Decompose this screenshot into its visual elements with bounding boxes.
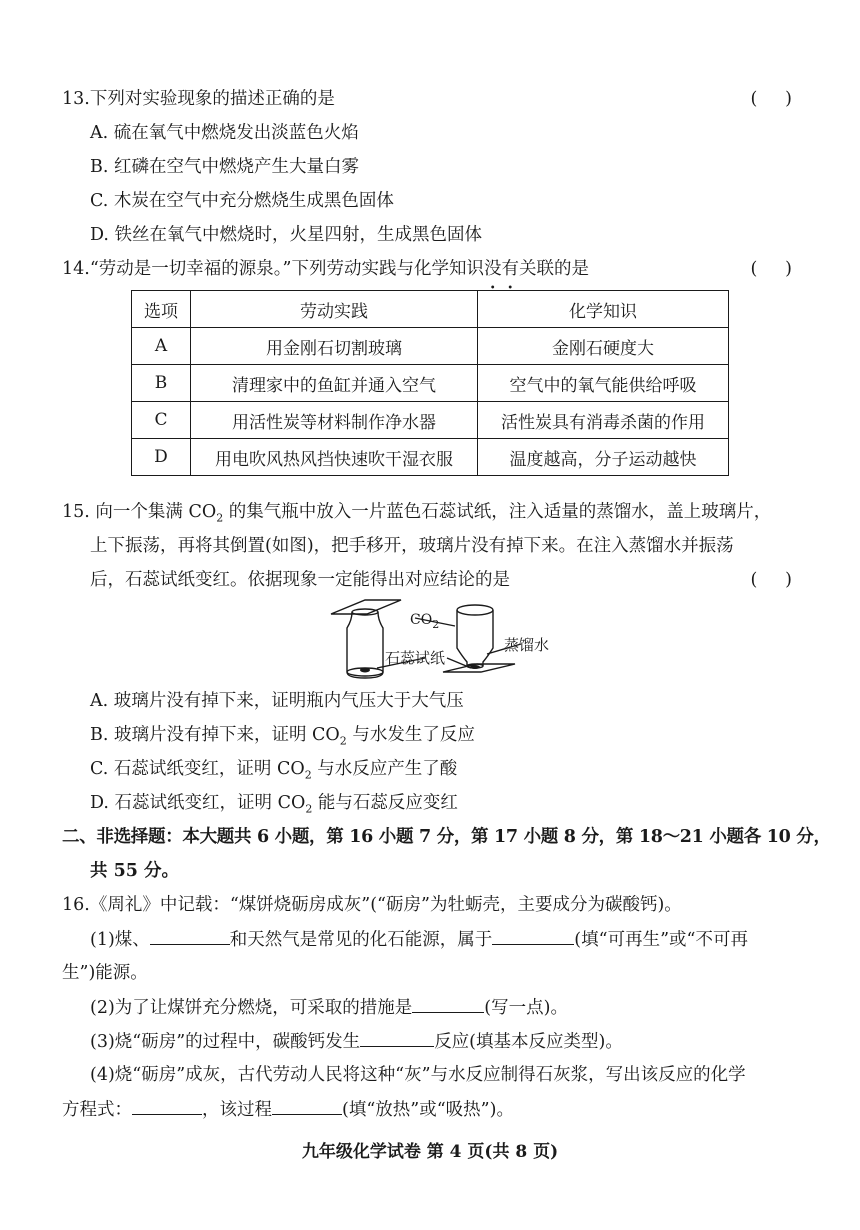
answer-blank[interactable]: [360, 1028, 434, 1047]
q13-option-d: D. 铁丝在氧气中燃烧时，火星四射，生成黑色固体: [90, 225, 483, 245]
table-row: [132, 365, 729, 402]
litmus-paper-label: 石蕊试纸: [385, 649, 446, 667]
q16-part4-cont: 方程式： ，该过程 (填“放热”或“吸热”)。: [62, 1096, 514, 1123]
q13-option-c: C. 木炭在空气中充分燃烧生成黑色固体: [90, 191, 394, 211]
q15-answer-bracket[interactable]: ( ): [750, 570, 792, 590]
table-header-cell: 化学知识: [478, 291, 729, 328]
table-cell: A: [132, 328, 191, 365]
table-cell: 用活性炭等材料制作净水器: [191, 402, 478, 439]
q16-part3: (3)烧“砺房”的过程中，碳酸钙发生 反应(填基本反应类型)。: [90, 1028, 623, 1055]
q16-stem: 16.《周礼》中记载：“煤饼烧砺房成灰”(“砺房”为牡蛎壳，主要成分为碳酸钙)。: [62, 895, 682, 915]
answer-blank[interactable]: [492, 926, 574, 945]
table-cell: 温度越高，分子运动越快: [478, 439, 729, 476]
q15-option-a: A. 玻璃片没有掉下来，证明瓶内气压大于大气压: [90, 691, 464, 711]
emphasis-char: 没: [483, 259, 502, 279]
q15-stem-line3: 后，石蕊试纸变红。依据现象一定能得出对应结论的是: [90, 570, 510, 590]
emphasis-char: 有: [501, 259, 519, 279]
q16-part1: (1)煤、 和天然气是常见的化石能源，属于 (填“可再生”或“不可再: [90, 926, 748, 953]
table-cell: 空气中的氧气能供给呼吸: [478, 365, 729, 402]
q16-part2: (2)为了让煤饼充分燃烧，可采取的措施是 (写一点)。: [90, 994, 568, 1021]
q16-part4: (4)烧“砺房”成灰，古代劳动人民将这种“灰”与水反应制得石灰浆，写出该反应的化学: [90, 1065, 746, 1085]
answer-blank[interactable]: [150, 926, 230, 945]
table-row: [132, 402, 729, 439]
section-heading-line1: 二、非选择题：本大题共 6 小题，第 16 小题 7 分，第 17 小题 8 分，第 18～21 小题各 10 分，: [62, 827, 831, 847]
q16-part1-cont: 生”)能源。: [62, 963, 148, 983]
q14-table: [131, 290, 729, 476]
q15-option-c: C. 石蕊试纸变红，证明 $CO_2$ 与水反应产生了酸: [90, 759, 458, 782]
table-header-cell: 选项: [132, 291, 191, 328]
q13-option-b: B. 红磷在空气中燃烧产生大量白雾: [90, 157, 359, 177]
table-header-row: [132, 291, 729, 328]
q13-answer-bracket[interactable]: ( ): [750, 89, 792, 109]
answer-blank[interactable]: [132, 1096, 202, 1115]
q13-option-a: A. 硫在氧气中燃烧发出淡蓝色火焰: [90, 123, 359, 143]
table-cell: B: [132, 365, 191, 402]
table-cell: 用电吹风热风挡快速吹干湿衣服: [191, 439, 478, 476]
table-header-cell: 劳动实践: [191, 291, 478, 328]
inverted-gas-bottle: [457, 610, 493, 666]
q15-option-b: B. 玻璃片没有掉下来，证明 $CO_2$ 与水发生了反应: [90, 725, 475, 748]
table-cell: 活性炭具有消毒杀菌的作用: [478, 402, 729, 439]
table-row: [132, 439, 729, 476]
table-cell: D: [132, 439, 191, 476]
q15-stem-line2: 上下振荡，再将其倒置(如图)，把手移开，玻璃片没有掉下来。在注入蒸馏水并振荡: [90, 536, 734, 556]
q14-answer-bracket[interactable]: ( ): [750, 259, 792, 279]
q15-option-d: D. 石蕊试纸变红，证明 $CO_2$ 能与石蕊反应变红: [90, 793, 458, 816]
litmus-paper: [360, 668, 370, 673]
answer-blank[interactable]: [272, 1096, 342, 1115]
litmus-paper: [470, 665, 480, 669]
page-footer: 九年级化学试卷 第 4 页(共 8 页): [301, 1142, 559, 1162]
q13-stem: 13.下列对实验现象的描述正确的是: [62, 89, 335, 109]
glass-plate: [331, 600, 401, 614]
q15-stem-line1: 15. 向一个集满 $CO_2$ 的集气瓶中放入一片蓝色石蕊试纸，注入适量的蒸馏水，盖上玻璃片，: [62, 502, 772, 525]
table-cell: 清理家中的鱼缸并通入空气: [191, 365, 478, 402]
distilled-water-label: 蒸馏水: [504, 636, 550, 654]
q14-stem: 14.“劳动是一切幸福的源泉。”下列劳动实践与化学知识没有关联的是: [62, 259, 589, 279]
section-heading-line2: 共 55 分。: [90, 861, 180, 881]
table-cell: 用金刚石切割玻璃: [191, 328, 478, 365]
co2-label: $CO_2$: [410, 612, 440, 631]
table-cell: C: [132, 402, 191, 439]
table-cell: 金刚石硬度大: [478, 328, 729, 365]
table-row: [132, 328, 729, 365]
answer-blank[interactable]: [412, 994, 484, 1013]
